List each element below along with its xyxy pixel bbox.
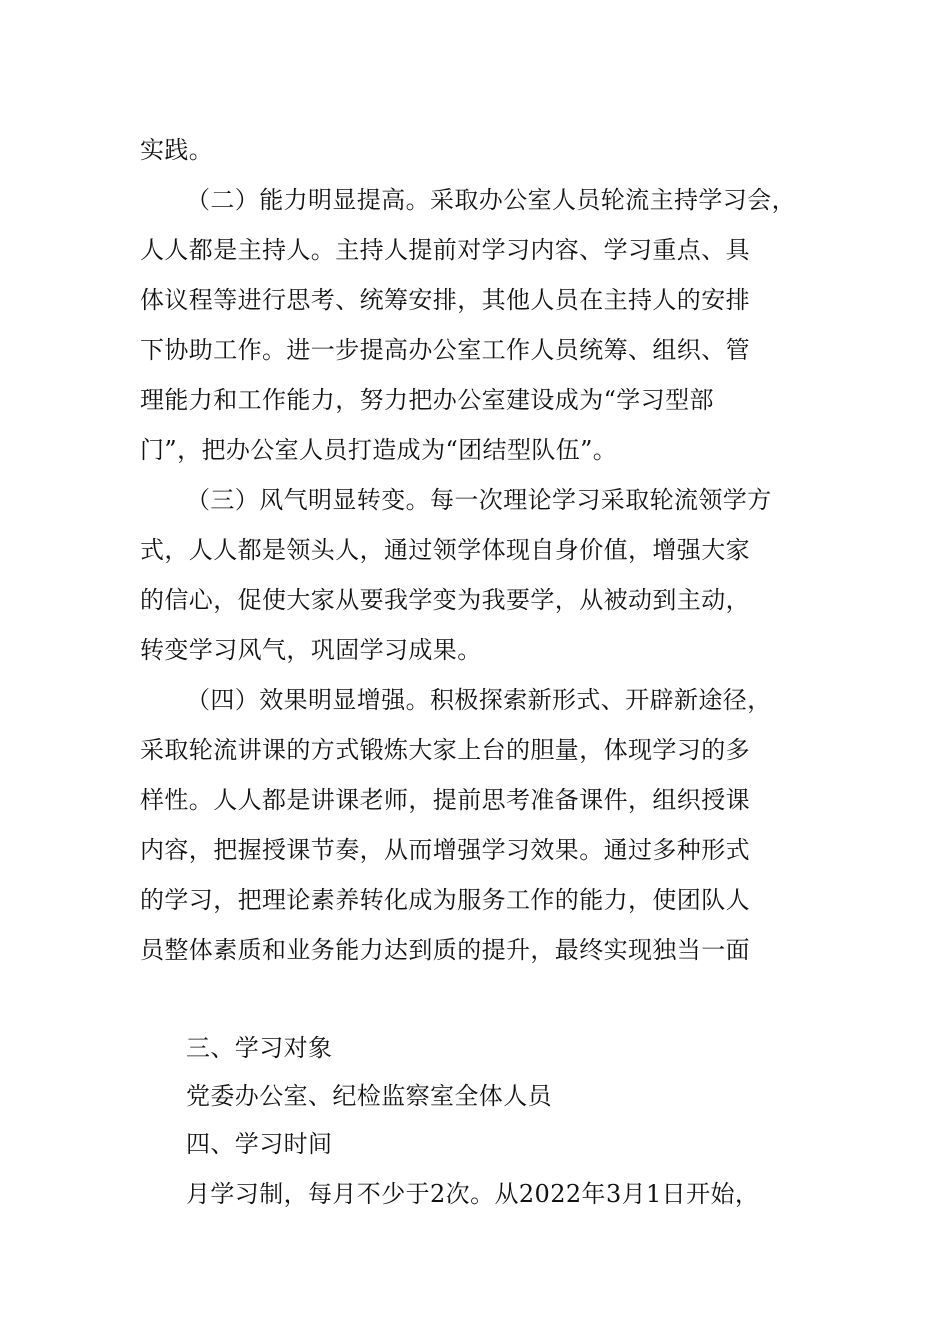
paragraph-line: 式，人人都是领头人，通过领学体现自身价值，增强大家 [140,536,750,564]
paragraph-line: （四）效果明显增强。积极探索新形式、开辟新途径， [186,686,772,714]
section-heading: 四、学习时间 [186,1130,333,1158]
paragraph-line: 的信心，促使大家从要我学变为我要学，从被动到主动， [140,586,750,614]
paragraph-line: 理能力和工作能力，努力把办公室建设成为“学习型部 [140,386,714,414]
paragraph-line: 样性。人人都是讲课老师，提前思考准备课件，组织授课 [140,786,750,814]
paragraph-line: 实践。 [140,136,214,164]
paragraph-line: 门”，把办公室人员打造成为“团结型队伍”。 [140,436,618,464]
paragraph-line: 下协助工作。进一步提高办公室工作人员统筹、组织、管 [140,336,750,364]
paragraph-line: 人人都是主持人。主持人提前对学习内容、学习重点、具 [140,236,750,264]
paragraph-line: （三）风气明显转变。每一次理论学习采取轮流领学方 [186,486,772,514]
paragraph-line: 员整体素质和业务能力达到质的提升，最终实现独当一面 [140,936,750,964]
paragraph-line: （二）能力明显提高。采取办公室人员轮流主持学习会， [186,186,796,214]
paragraph-line: 党委办公室、纪检监察室全体人员 [186,1082,552,1110]
paragraph-line: 的学习，把理论素养转化成为服务工作的能力，使团队人 [140,886,750,914]
paragraph-line: 月学习制，每月不少于2次。从2022年3月1日开始， [186,1180,760,1208]
paragraph-line: 采取轮流讲课的方式锻炼大家上台的胆量，体现学习的多 [140,736,750,764]
paragraph-line: 体议程等进行思考、统筹安排，其他人员在主持人的安排 [140,286,750,314]
paragraph-line: 内容，把握授课节奏，从而增强学习效果。通过多种形式 [140,836,750,864]
paragraph-line: 转变学习风气，巩固学习成果。 [140,636,482,664]
section-heading: 三、学习对象 [186,1034,333,1062]
